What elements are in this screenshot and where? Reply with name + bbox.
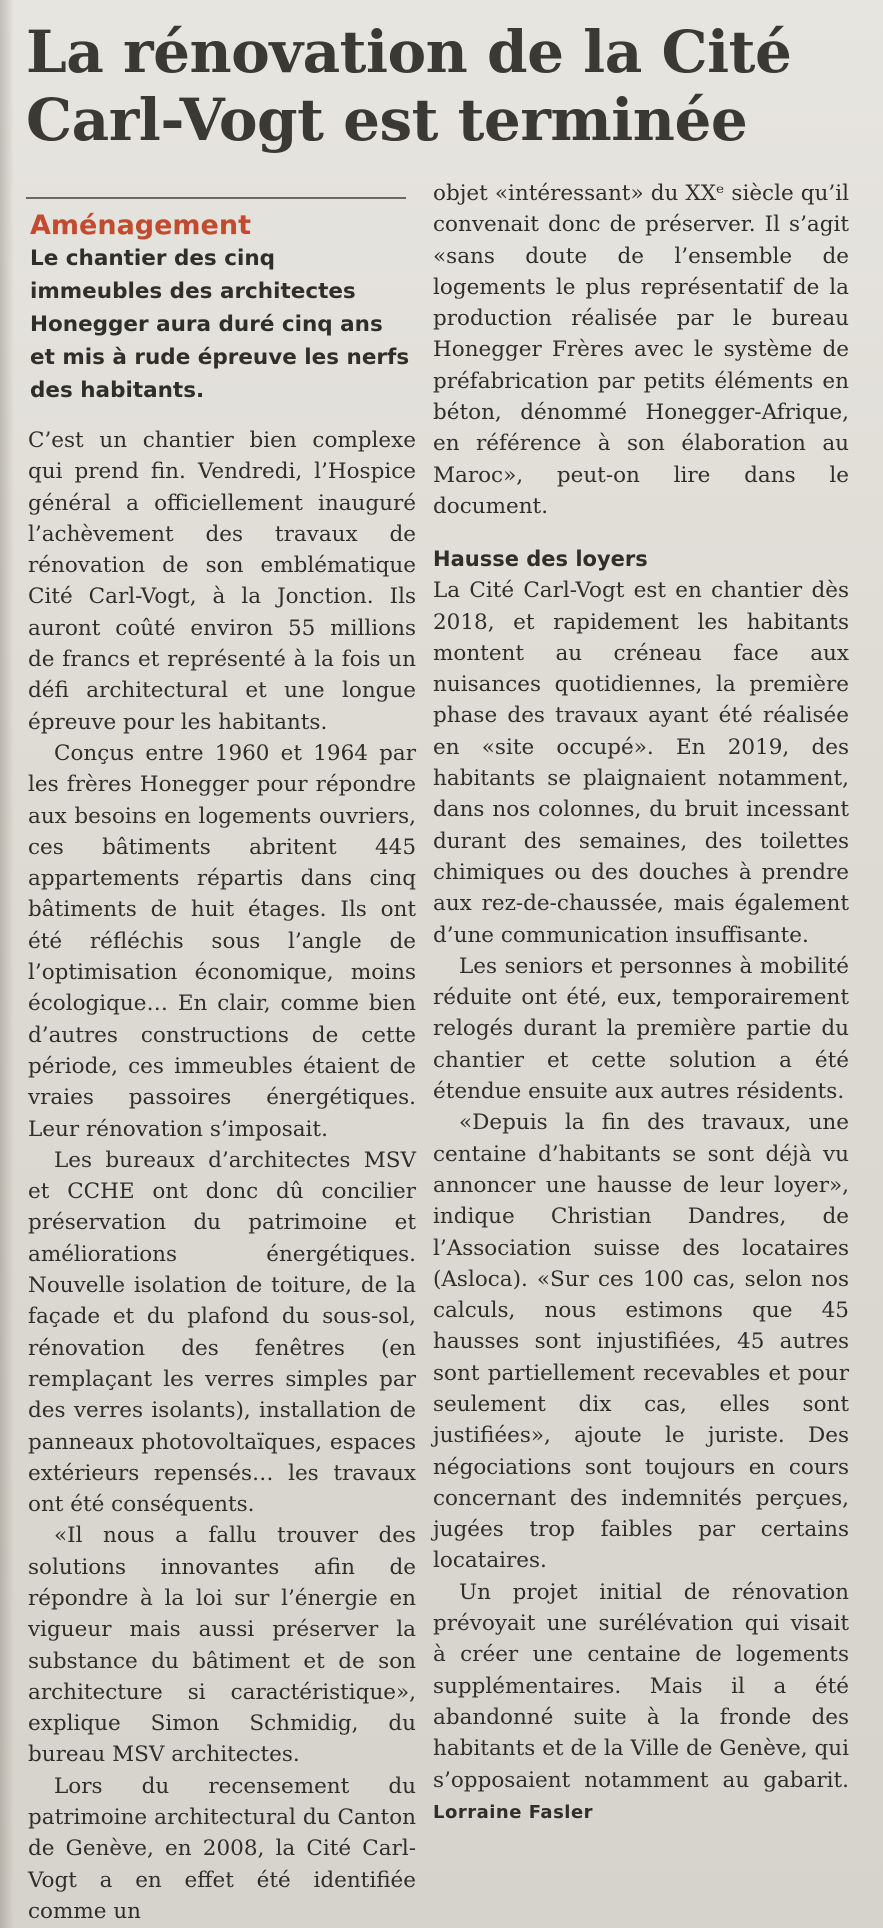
page-edge-shadow [0,0,14,1928]
left-column [28,425,416,1927]
kicker: Aménagement [30,210,251,241]
paragraph: Les seniors et personnes à mobilité réduite ont été, eux, temporairement relogés durant la première partie du chantier et cette solution a été étendue ensuite aux autres résidents. [433,953,849,1105]
paragraph: Conçus entre 1960 et 1964 par les frères Honegger pour répondre aux besoins en logements ouvriers, ces bâtiments abritent 445 appartements répartis dans cinq bâtiments de huit étages. Ils ont été réfléchis sous l’angle de l’optimisation économique, moins écologique… En clair, comme bien d’autres constructions de cette période, ces immeubles étaient de vraies passoires énergétiques. Leur rénovation s’imposait. [28,740,416,1142]
paragraph: Lors du recensement du patrimoine architectural du Canton de Genève, en 2008, la Cité Carl-Vogt a en effet été identifiée comme un [28,1773,416,1924]
paragraph: Les bureaux d’architectes MSV et CCHE ont donc dû concilier préservation du patrimoine et améliorations énergétiques. Nouvelle isolation de toiture, de la façade et du plafond du sous-sol, rénovation des fenêtres (en remplaçant les verres simples par des verres isolants), installation de panneaux photovoltaïques, espaces extérieurs repensés… les travaux ont été conséquents. [28,1147,416,1518]
section-divider [26,197,406,199]
closing-paragraph-text: Un projet initial de rénovation prévoyait une surélévation qui visait à créer une centaine de logements supplémentaires. Mais il a été abandonné suite à la fronde des habitants et de la Ville de Genève, qui s’opposaient notamment au gabarit. [433,1579,849,1793]
paragraph: objet «intéressant» du XXᵉ siècle qu’il convenait donc de préserver. Il s’agit «sans doute de l’ensemble de logements le plus représentatif de la production réalisée par le bureau Honegger Frères avec le système de préfabrication par petits éléments en béton, dénommé Honegger-Afrique, en référence à son élaboration au Maroc», peut-on lire dans le document. [433,181,849,519]
paragraph: «Il nous a fallu trouver des solutions innovantes afin de répondre à la loi sur l’énergie en vigueur mais aussi préserver la substance du bâtiment et de son architecture si caractéristique», explique Simon Schmidig, du bureau MSV architectes. [28,1523,416,1768]
headline: La rénovation de la Cité Carl-Vogt est terminée [26,18,792,154]
lead-paragraph: Le chantier des cinq immeubles des architectes Honegger aura duré cinq ans et mis à rude épreuve les nerfs des habitants. [30,246,410,403]
right-column [433,178,849,1828]
paragraph [433,1577,849,1828]
paragraph: La Cité Carl-Vogt est en chantier dès 2018, et rapidement les habitants montent au créneau face aux nuisances quotidiennes, la première phase des travaux ayant été réalisée en «site occupé». En 2019, des habitants se plaignaient notamment, dans nos colonnes, du bruit incessant durant des semaines, des toilettes chimiques ou des douches à prendre aux rez-de-chaussée, mais également d’une communication insuffisante. [433,578,849,948]
byline: Lorraine Fasler [433,1801,594,1823]
paragraph: «Depuis la fin des travaux, une centaine d’habitants se sont déjà vu annoncer une hausse de leur loyer», indique Christian Dandres, de l’Association suisse des locataires (Asloca). «Sur ces 100 cas, selon nos calculs, nous estimons que 45 hausses sont injustifiées, 45 autres sont partiellement recevables et pour seulement dix cas, elles sont justifiées», ajoute le juriste. Des négociations sont toujours en cours concernant des indemnités perçues, jugées trop faibles par certains locataires. [433,1110,849,1574]
crosshead: Hausse des loyers [433,547,648,572]
paragraph: C’est un chantier bien complexe qui prend fin. Vendredi, l’Hospice général a officiellement inauguré l’achèvement des travaux de rénovation de son emblématique Cité Carl-Vogt, à la Jonction. Ils auront coûté environ 55 millions de francs et représenté à la fois un défi architectural et une longue épreuve pour les habitants. [28,428,416,735]
